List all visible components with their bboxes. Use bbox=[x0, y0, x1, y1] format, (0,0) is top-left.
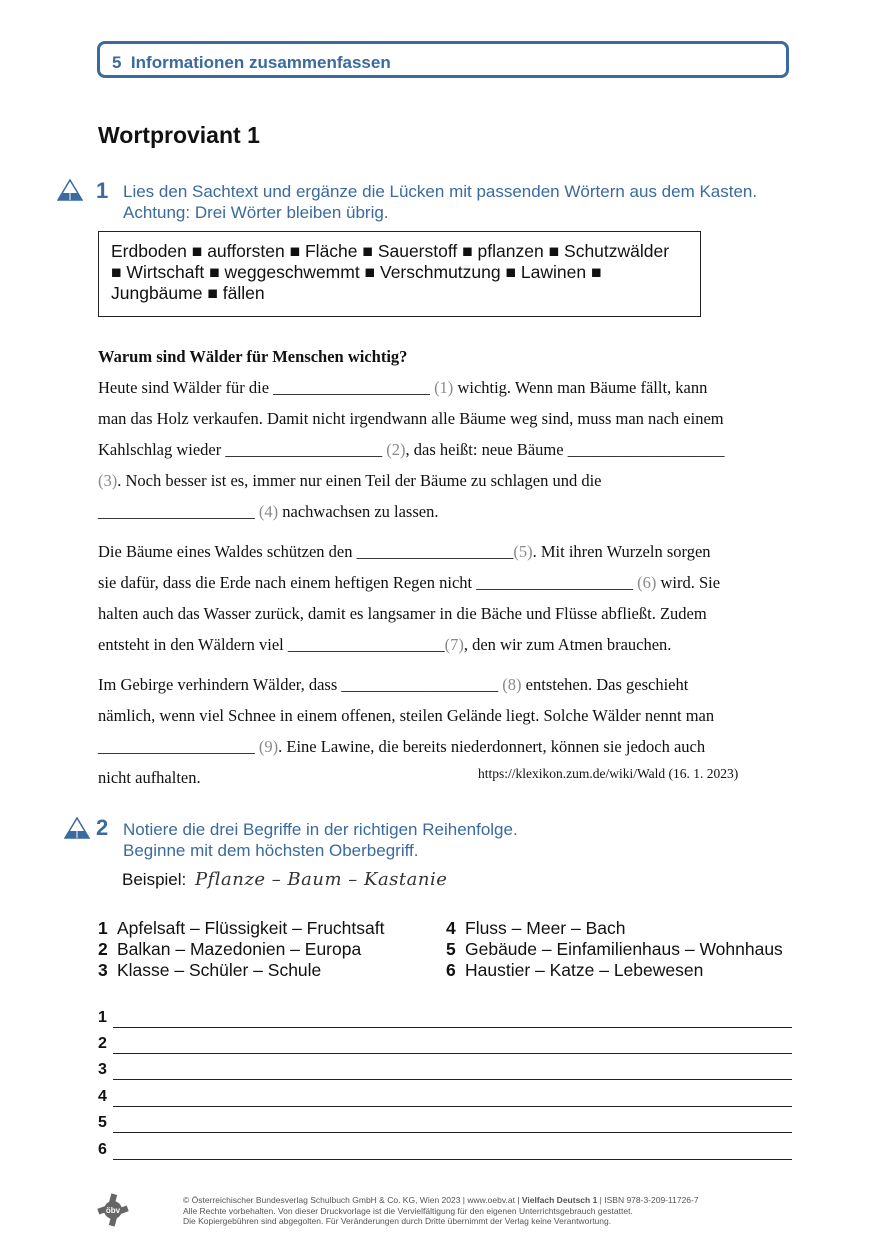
footer-line bbox=[183, 1195, 699, 1206]
text-line bbox=[98, 635, 671, 655]
exercise-item-text: Fluss – Meer – Bach bbox=[465, 918, 626, 938]
task-1-instruction-line: Achtung: Drei Wörter bleiben übrig. bbox=[123, 203, 389, 222]
text-segment: nicht aufhalten. bbox=[98, 768, 201, 787]
text-line bbox=[98, 471, 602, 491]
word-box-line: ■ Wirtschaft ■ weggeschwemmt ■ Verschmutzung ■ Lawinen ■ bbox=[111, 262, 602, 282]
text-heading: Warum sind Wälder für Menschen wichtig? bbox=[98, 347, 408, 366]
answer-number: 3 bbox=[98, 1061, 107, 1078]
publisher-logo-text: öbv bbox=[105, 1206, 121, 1215]
text-segment: , das heißt: neue Bäume ___________________ bbox=[405, 440, 725, 459]
text-segment: Die Bäume eines Waldes schützen den ___________________ bbox=[98, 542, 514, 561]
exercise-item bbox=[446, 918, 625, 939]
text-line bbox=[98, 768, 201, 788]
answer-line-4[interactable] bbox=[98, 1086, 792, 1108]
writing-line[interactable] bbox=[113, 1132, 792, 1133]
text-line bbox=[98, 542, 711, 562]
word-box bbox=[98, 231, 701, 317]
footer-line: Alle Rechte vorbehalten. Von dieser Druckvorlage ist die Vervielfältigung für den eigenen Unterrichtsgebrauch gestattet. bbox=[183, 1205, 633, 1216]
text-segment: nachwachsen zu lassen. bbox=[278, 502, 439, 521]
footer-text: | ISBN 978-3-209-11726-7 bbox=[597, 1195, 699, 1205]
answer-line-6[interactable] bbox=[98, 1139, 792, 1161]
gap-number: (5) bbox=[513, 542, 533, 561]
text-segment: . Mit ihren Wurzeln sorgen bbox=[532, 542, 711, 561]
text-segment: sie dafür, dass die Erde nach einem heftigen Regen nicht ___________________ bbox=[98, 573, 638, 592]
task-1-instruction-line: Lies den Sachtext und ergänze die Lücken mit passenden Wörtern aus dem Kasten. bbox=[123, 182, 758, 201]
task-1-instruction bbox=[123, 181, 757, 223]
gap-number: (4) bbox=[258, 502, 279, 521]
footer-book-title: Vielfach Deutsch 1 bbox=[521, 1195, 598, 1205]
text-segment: Im Gebirge verhindern Wälder, dass ___________________ bbox=[98, 675, 503, 694]
gap-number: (9) bbox=[258, 737, 279, 756]
text-segment: . Noch besser ist es, immer nur einen Teil der Bäume zu schlagen und die bbox=[117, 471, 602, 490]
exercise-item bbox=[98, 939, 361, 960]
exercise-item bbox=[446, 939, 783, 960]
text-segment: man das Holz verkaufen. Damit nicht irgendwann alle Bäume weg sind, muss man nach einem bbox=[98, 409, 724, 428]
gap-number: (8) bbox=[502, 675, 522, 694]
exercise-item-text: Haustier – Katze – Lebewesen bbox=[465, 960, 704, 980]
answer-line-3[interactable] bbox=[98, 1059, 792, 1081]
text-segment: Kahlschlag wieder ___________________ bbox=[98, 440, 387, 459]
exercise-item-number: 6 bbox=[446, 960, 456, 980]
text-segment: wichtig. Wenn man Bäume fällt, kann bbox=[453, 378, 708, 397]
footer bbox=[183, 1195, 699, 1227]
text-line bbox=[98, 440, 724, 460]
exercise-item-number: 3 bbox=[98, 960, 108, 980]
text-line bbox=[98, 604, 707, 624]
exercise-item-number: 1 bbox=[98, 918, 108, 938]
text-line bbox=[98, 675, 688, 695]
gap-number: (2) bbox=[386, 440, 406, 459]
text-segment: halten auch das Wasser zurück, damit es langsamer in die Bäche und Flüsse abfließt. Zudem bbox=[98, 604, 707, 623]
source-citation: https://klexikon.zum.de/wiki/Wald (16. 1. 2023) bbox=[478, 766, 739, 781]
task-2-instruction bbox=[123, 819, 518, 861]
page-title: Wortproviant 1 bbox=[98, 122, 260, 148]
gap-number: (6) bbox=[637, 573, 657, 592]
exercise-item bbox=[446, 960, 703, 981]
text-line bbox=[98, 706, 714, 726]
chapter-header-text bbox=[112, 53, 391, 73]
task-1-number: 1 bbox=[96, 178, 109, 203]
exercise-item bbox=[98, 960, 321, 981]
task-2-instruction-line: Notiere die drei Begriffe in der richtigen Reihenfolge. bbox=[123, 820, 518, 839]
writing-line[interactable] bbox=[113, 1106, 792, 1107]
exercise-item-text: Gebäude – Einfamilienhaus – Wohnhaus bbox=[465, 939, 783, 959]
task-2-number: 2 bbox=[96, 815, 109, 840]
gap-number: (7) bbox=[444, 635, 464, 654]
answer-number: 6 bbox=[98, 1141, 107, 1158]
text-segment: ___________________ bbox=[98, 502, 259, 521]
exercise-item-text: Balkan – Mazedonien – Europa bbox=[117, 939, 362, 959]
footer-text: © Österreichischer Bundesverlag Schulbuch GmbH & Co. KG, Wien 2023 | www.oebv.at | bbox=[183, 1195, 522, 1205]
text-line bbox=[98, 737, 705, 757]
text-segment: ___________________ bbox=[98, 737, 259, 756]
exercise-item-number: 4 bbox=[446, 918, 456, 938]
footer-line: Die Kopiergebühren sind abgegolten. Für Veränderungen durch Dritte übernimmt der Verlag keine Verantwortung. bbox=[183, 1216, 612, 1226]
exercise-item-number: 5 bbox=[446, 939, 456, 959]
chapter-title: Informationen zusammenfassen bbox=[130, 53, 391, 72]
text-line bbox=[98, 502, 438, 522]
gap-number: (3) bbox=[98, 471, 118, 490]
exercise-item-text: Klasse – Schüler – Schule bbox=[117, 960, 322, 980]
writing-line[interactable] bbox=[113, 1079, 792, 1080]
answer-number: 5 bbox=[98, 1114, 107, 1131]
chapter-header bbox=[97, 41, 789, 78]
writing-line[interactable] bbox=[113, 1053, 792, 1054]
answer-number: 4 bbox=[98, 1088, 107, 1105]
publisher-logo-icon bbox=[97, 1193, 129, 1227]
text-segment: nämlich, wenn viel Schnee in einem offenen, steilen Gelände liegt. Solche Wälder nennt man bbox=[98, 706, 715, 725]
example-label: Beispiel: bbox=[122, 870, 187, 889]
exercise-item-text: Apfelsaft – Flüssigkeit – Fruchtsaft bbox=[117, 918, 385, 938]
writing-line[interactable] bbox=[113, 1159, 792, 1160]
difficulty-level-icon bbox=[64, 817, 90, 839]
text-segment: entsteht in den Wäldern viel ___________________ bbox=[98, 635, 445, 654]
difficulty-level-icon bbox=[57, 179, 83, 201]
text-segment: , den wir zum Atmen brauchen. bbox=[463, 635, 672, 654]
answer-line-2[interactable] bbox=[98, 1033, 792, 1055]
chapter-number: 5 bbox=[112, 53, 122, 72]
text-segment: entstehen. Das geschieht bbox=[521, 675, 689, 694]
text-segment: wird. Sie bbox=[656, 573, 721, 592]
text-line bbox=[98, 573, 720, 593]
word-box-line: Erdboden ■ aufforsten ■ Fläche ■ Sauerstoff ■ pflanzen ■ Schutzwälder bbox=[111, 241, 670, 261]
answer-number: 1 bbox=[98, 1009, 107, 1026]
example-handwritten-text: Pflanze – Baum – Kastanie bbox=[195, 869, 448, 890]
answer-number: 2 bbox=[98, 1035, 107, 1052]
answer-line-5[interactable] bbox=[98, 1112, 792, 1134]
gap-number: (1) bbox=[434, 378, 454, 397]
text-line bbox=[98, 378, 707, 398]
text-segment: Heute sind Wälder für die ___________________ bbox=[98, 378, 435, 397]
exercise-item-number: 2 bbox=[98, 939, 108, 959]
text-segment: . Eine Lawine, die bereits niederdonnert, können sie jedoch auch bbox=[278, 737, 706, 756]
answer-line-1[interactable] bbox=[98, 1007, 792, 1029]
text-line bbox=[98, 409, 724, 429]
exercise-item bbox=[98, 918, 384, 939]
task-2-instruction-line: Beginne mit dem höchsten Oberbegriff. bbox=[123, 841, 419, 860]
word-box-line: Jungbäume ■ fällen bbox=[111, 283, 265, 303]
example bbox=[122, 869, 447, 890]
writing-line[interactable] bbox=[113, 1027, 792, 1028]
